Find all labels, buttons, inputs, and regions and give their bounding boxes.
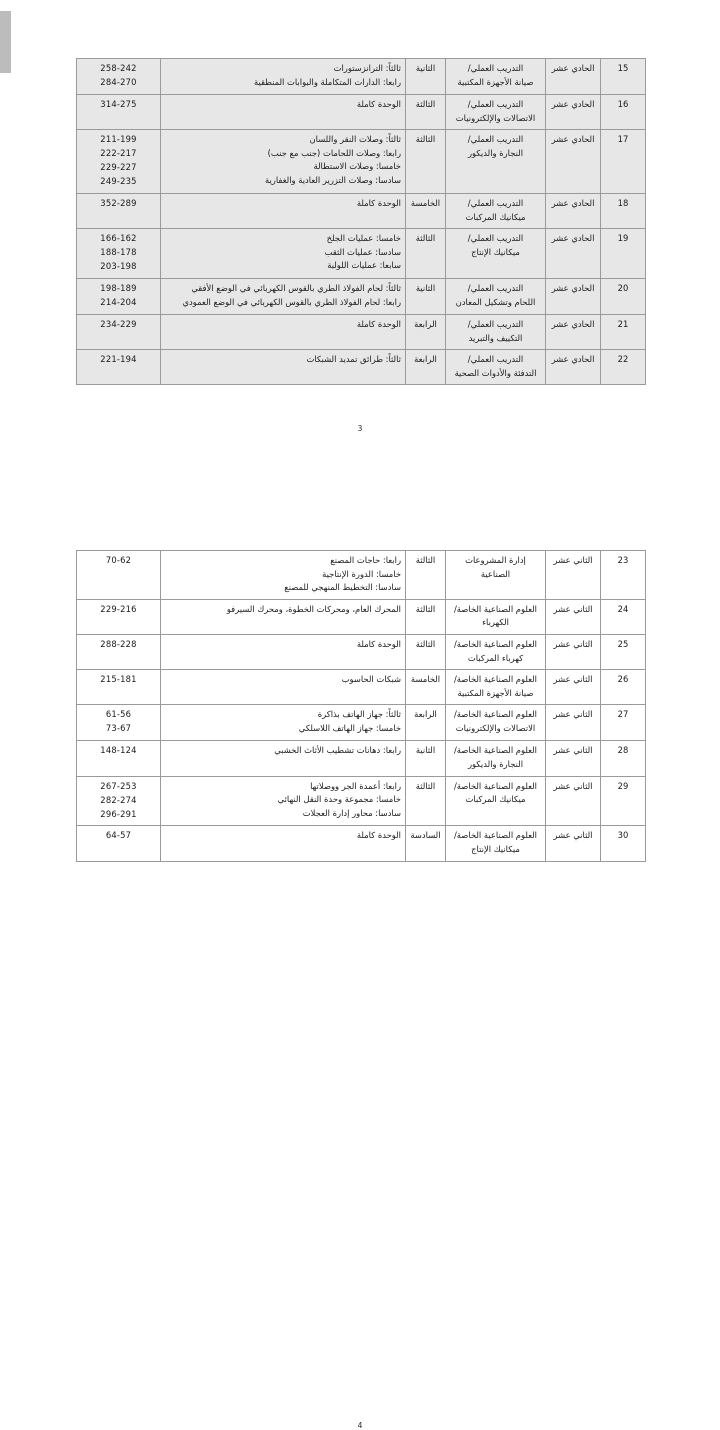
sb-line: كهرباء المركبات [467, 652, 524, 663]
cell-subject-name [446, 314, 546, 349]
ct-line: ثالثاً: طرائق تمديد الشبكات [306, 354, 401, 365]
table-row [77, 670, 646, 705]
cell-page-range [77, 94, 161, 129]
curriculum-table-page-3 [76, 58, 646, 385]
cell-serial-number: 27 [601, 705, 646, 741]
sb-line: النجارة والديكور [467, 759, 524, 769]
table-row [77, 599, 646, 634]
table-row [77, 229, 646, 279]
sb-line: اللحام وتشكيل المعادن [455, 296, 536, 307]
cell-subject-name [446, 229, 546, 279]
sb-line: النجارة والديكور [467, 147, 524, 158]
cell-topic-content [161, 350, 406, 385]
ct-line: ثالثاً: الترانزستورات [333, 63, 401, 73]
sb-line: ميكانيك المركبات [465, 211, 526, 222]
pg-line: 61-56 [105, 709, 132, 720]
cell-subject-name [446, 776, 546, 826]
cell-topic-content [161, 314, 406, 349]
cell-serial-number: 17 [601, 130, 646, 194]
pg-line: 288-228 [100, 639, 137, 650]
cell-unit-number: الرابعة [406, 705, 446, 741]
sb-line: ميكانيك الإنتاج [471, 844, 520, 855]
cell-topic-content [161, 59, 406, 95]
cell-page-range [77, 599, 161, 634]
ct-line: رابعا: أعمدة الجر ووصلاتها [310, 780, 401, 791]
cell-unit-number: الخامسة [406, 670, 446, 705]
cell-subject-name [446, 94, 546, 129]
table-row [77, 130, 646, 194]
cell-page-range [77, 670, 161, 705]
pg-line: 296-291 [100, 808, 137, 819]
pg-line: 188-178 [100, 247, 137, 258]
ct-line: ثالثاً: لحام الفولاذ الطري بالقوس الكهربائي في الوضع الأفقي [191, 283, 401, 294]
cell-page-range [77, 551, 161, 600]
ct-line: الوحدة كاملة [356, 197, 401, 208]
ct-line: سادسا: محاور إدارة العجلات [302, 807, 401, 818]
cell-serial-number: 22 [601, 350, 646, 385]
cell-page-range [77, 826, 161, 861]
cell-unit-number: الثانية [406, 59, 446, 95]
sb-line: التدريب العملي/ [467, 318, 524, 329]
cell-grade-level: الثاني عشر [546, 741, 601, 776]
pg-line: 229-216 [100, 603, 137, 614]
cell-serial-number: 23 [601, 551, 646, 600]
cell-page-range [77, 350, 161, 385]
cell-grade-level: الثاني عشر [546, 670, 601, 705]
cell-grade-level: الحادي عشر [546, 193, 601, 228]
pg-line: 234-229 [100, 318, 137, 329]
cell-subject-name [446, 741, 546, 776]
cell-page-range [77, 229, 161, 279]
pg-line: 314-275 [100, 98, 137, 109]
pg-line: 215-181 [100, 674, 137, 685]
ct-line: سابعا: عمليات اللولبة [327, 260, 401, 271]
cell-serial-number: 16 [601, 94, 646, 129]
sb-line: التدريب العملي/ [467, 63, 524, 73]
sb-line: التدفئة والأدوات الصحية [454, 367, 537, 378]
cell-grade-level: الثاني عشر [546, 635, 601, 670]
cell-unit-number: الثانية [406, 279, 446, 315]
sb-line: العلوم الصناعية الخاصة/ [453, 780, 538, 791]
pg-line: 166-162 [100, 233, 137, 244]
cell-serial-number: 28 [601, 741, 646, 776]
cell-topic-content [161, 94, 406, 129]
cell-page-range [77, 279, 161, 315]
sb-line: العلوم الصناعية الخاصة/ [453, 603, 538, 614]
sb-line: إدارة المشروعات الصناعية [465, 555, 526, 579]
sb-line: صيانة الأجهزة المكتبية [457, 76, 534, 87]
cell-serial-number: 24 [601, 599, 646, 634]
ct-line: ثالثاً: جهاز الهاتف بذاكرة [317, 709, 401, 720]
cell-serial-number: 18 [601, 193, 646, 228]
cell-topic-content [161, 229, 406, 279]
cell-subject-name [446, 551, 546, 600]
cell-serial-number: 21 [601, 314, 646, 349]
cell-subject-name [446, 705, 546, 741]
cell-topic-content [161, 193, 406, 228]
cell-topic-content [161, 635, 406, 670]
sb-line: العلوم الصناعية الخاصة/ [453, 674, 538, 685]
page-folio-number: 4 [357, 1421, 363, 1430]
ct-line: شبكات الحاسوب [341, 674, 401, 685]
table-row [77, 776, 646, 826]
pg-line: 148-124 [100, 745, 137, 756]
ct-line: خامسا: مجموعة وحدة النقل النهائي [277, 794, 401, 805]
cell-unit-number: الثالثة [406, 599, 446, 634]
pg-line: 221-194 [100, 354, 137, 365]
cell-page-range [77, 314, 161, 349]
table-row [77, 551, 646, 600]
cell-serial-number: 19 [601, 229, 646, 279]
cell-topic-content [161, 776, 406, 826]
pg-line: 73-67 [105, 723, 132, 734]
sb-line: العلوم الصناعية الخاصة/ [453, 709, 538, 720]
cell-serial-number: 30 [601, 826, 646, 861]
sb-line: الاتصالات والإلكترونيات [455, 112, 536, 123]
ct-line: الوحدة كاملة [356, 830, 401, 841]
cell-unit-number: الثالثة [406, 635, 446, 670]
cell-subject-name [446, 599, 546, 634]
cell-grade-level: الثاني عشر [546, 705, 601, 741]
sb-line: التدريب العملي/ [467, 233, 524, 244]
pg-line: 229-227 [100, 162, 137, 173]
pg-line: 282-274 [100, 794, 137, 805]
pg-line: 284-270 [100, 76, 137, 87]
table-row [77, 741, 646, 776]
table-row [77, 350, 646, 385]
cell-unit-number: الخامسة [406, 193, 446, 228]
cell-subject-name [446, 670, 546, 705]
sb-line: العلوم الصناعية الخاصة/ [453, 830, 538, 841]
cell-topic-content [161, 670, 406, 705]
pg-line: 64-57 [105, 830, 132, 841]
cell-topic-content [161, 279, 406, 315]
cell-grade-level: الحادي عشر [546, 314, 601, 349]
pg-line: 198-189 [100, 283, 137, 294]
cell-subject-name [446, 635, 546, 670]
cell-grade-level: الحادي عشر [546, 350, 601, 385]
cell-grade-level: الحادي عشر [546, 279, 601, 315]
ct-line: رابعا: وصلات اللحامات (جنب مع جنب) [267, 147, 401, 158]
cell-subject-name [446, 350, 546, 385]
cell-grade-level: الثاني عشر [546, 776, 601, 826]
cell-unit-number: الرابعة [406, 350, 446, 385]
sb-line: التدريب العملي/ [467, 98, 524, 109]
cell-page-range [77, 59, 161, 95]
cell-subject-name [446, 826, 546, 861]
cell-subject-name [446, 59, 546, 95]
table-body-page-4 [77, 551, 646, 862]
ct-line: سادسا: التخطيط المنهجي للمصنع [284, 582, 401, 593]
ct-line: رابعا: لحام الفولاذ الطري بالقوس الكهربائي في الوضع العمودي [182, 296, 401, 307]
table-row [77, 279, 646, 315]
pg-line: 70-62 [105, 555, 132, 565]
ct-line: رابعا: حاجات المصنع [330, 555, 401, 565]
cell-topic-content [161, 826, 406, 861]
cell-grade-level: الثاني عشر [546, 551, 601, 600]
sb-line: التكييف والتبريد [468, 332, 523, 343]
ct-line: الوحدة كاملة [356, 639, 401, 650]
cell-subject-name [446, 130, 546, 194]
table-row [77, 314, 646, 349]
cell-grade-level: الحادي عشر [546, 130, 601, 194]
cell-unit-number: الثالثة [406, 551, 446, 600]
cell-page-range [77, 193, 161, 228]
cell-unit-number: الثالثة [406, 229, 446, 279]
table-row [77, 94, 646, 129]
page-folio-number: 3 [357, 424, 363, 433]
pg-line: 258-242 [100, 63, 137, 73]
cell-serial-number: 15 [601, 59, 646, 95]
cell-topic-content [161, 551, 406, 600]
cell-grade-level: الثاني عشر [546, 826, 601, 861]
cell-unit-number: الثانية [406, 741, 446, 776]
sb-line: التدريب العملي/ [467, 283, 524, 294]
cell-unit-number: الثالثة [406, 130, 446, 194]
ct-line: خامسا: عمليات الجلخ [326, 233, 401, 244]
cell-grade-level: الثاني عشر [546, 599, 601, 634]
cell-page-range [77, 705, 161, 741]
sb-line: التدريب العملي/ [467, 134, 524, 145]
ct-line: الوحدة كاملة [356, 98, 401, 109]
table-row [77, 705, 646, 741]
sb-line: العلوم الصناعية الخاصة/ [453, 639, 538, 650]
sb-line: الكهرباء [482, 617, 509, 628]
table-row [77, 193, 646, 228]
ct-line: رابعا: دهانات تشطيب الأثاث الخشبي [274, 745, 401, 756]
pg-line: 203-198 [100, 261, 137, 272]
pg-line: 267-253 [100, 780, 137, 791]
cell-serial-number: 20 [601, 279, 646, 315]
cell-page-range [77, 741, 161, 776]
sb-line: العلوم الصناعية الخاصة/ [453, 745, 538, 756]
table-row [77, 635, 646, 670]
cell-topic-content [161, 705, 406, 741]
cell-page-range [77, 635, 161, 670]
sb-line: التدريب العملي/ [467, 354, 524, 365]
sb-line: التدريب العملي/ [467, 197, 524, 208]
cell-grade-level: الحادي عشر [546, 59, 601, 95]
ct-line: ثالثاً: وصلات النقر واللسان [309, 134, 401, 145]
sb-line: ميكانيك المركبات [465, 794, 526, 805]
cell-topic-content [161, 130, 406, 194]
cell-page-range [77, 130, 161, 194]
cell-serial-number: 25 [601, 635, 646, 670]
ct-line: سادسا: وصلات التزرير العادية والغفارية [264, 174, 401, 185]
cell-unit-number: الثالثة [406, 776, 446, 826]
table-row [77, 826, 646, 861]
ct-line: الوحدة كاملة [356, 318, 401, 329]
pg-line: 222-217 [100, 148, 137, 159]
ct-line: خامسا: جهاز الهاتف اللاسلكي [298, 723, 401, 734]
cell-unit-number: الرابعة [406, 314, 446, 349]
page-edge-marker [0, 11, 11, 73]
cell-subject-name [446, 193, 546, 228]
pg-line: 214-204 [100, 296, 137, 307]
ct-line: رابعا: الدارات المتكاملة والبوابات المنطقية [253, 76, 401, 87]
pg-line: 211-199 [100, 134, 137, 145]
cell-unit-number: السادسة [406, 826, 446, 861]
sb-line: الاتصالات والإلكترونيات [455, 723, 536, 734]
cell-page-range [77, 776, 161, 826]
ct-line: خامسا: وصلات الاستطالة [313, 161, 401, 172]
table-row [77, 59, 646, 95]
cell-unit-number: الثالثة [406, 94, 446, 129]
cell-topic-content [161, 599, 406, 634]
ct-line: خامسا: الدورة الإنتاجية [322, 568, 401, 579]
cell-serial-number: 29 [601, 776, 646, 826]
curriculum-table-page-4 [76, 550, 646, 862]
cell-subject-name [446, 279, 546, 315]
sb-line: صيانة الأجهزة المكتبية [457, 687, 534, 698]
ct-line: سادسا: عمليات الثقب [324, 246, 401, 257]
pg-line: 249-235 [100, 175, 137, 186]
sb-line: ميكانيك الإنتاج [471, 246, 520, 257]
cell-topic-content [161, 741, 406, 776]
cell-grade-level: الحادي عشر [546, 94, 601, 129]
pg-line: 352-289 [100, 197, 137, 208]
cell-serial-number: 26 [601, 670, 646, 705]
ct-line: المحرك العام، ومحركات الخطوة، ومحرك السيرفو [226, 603, 401, 614]
cell-grade-level: الحادي عشر [546, 229, 601, 279]
table-body-page-3 [77, 59, 646, 385]
